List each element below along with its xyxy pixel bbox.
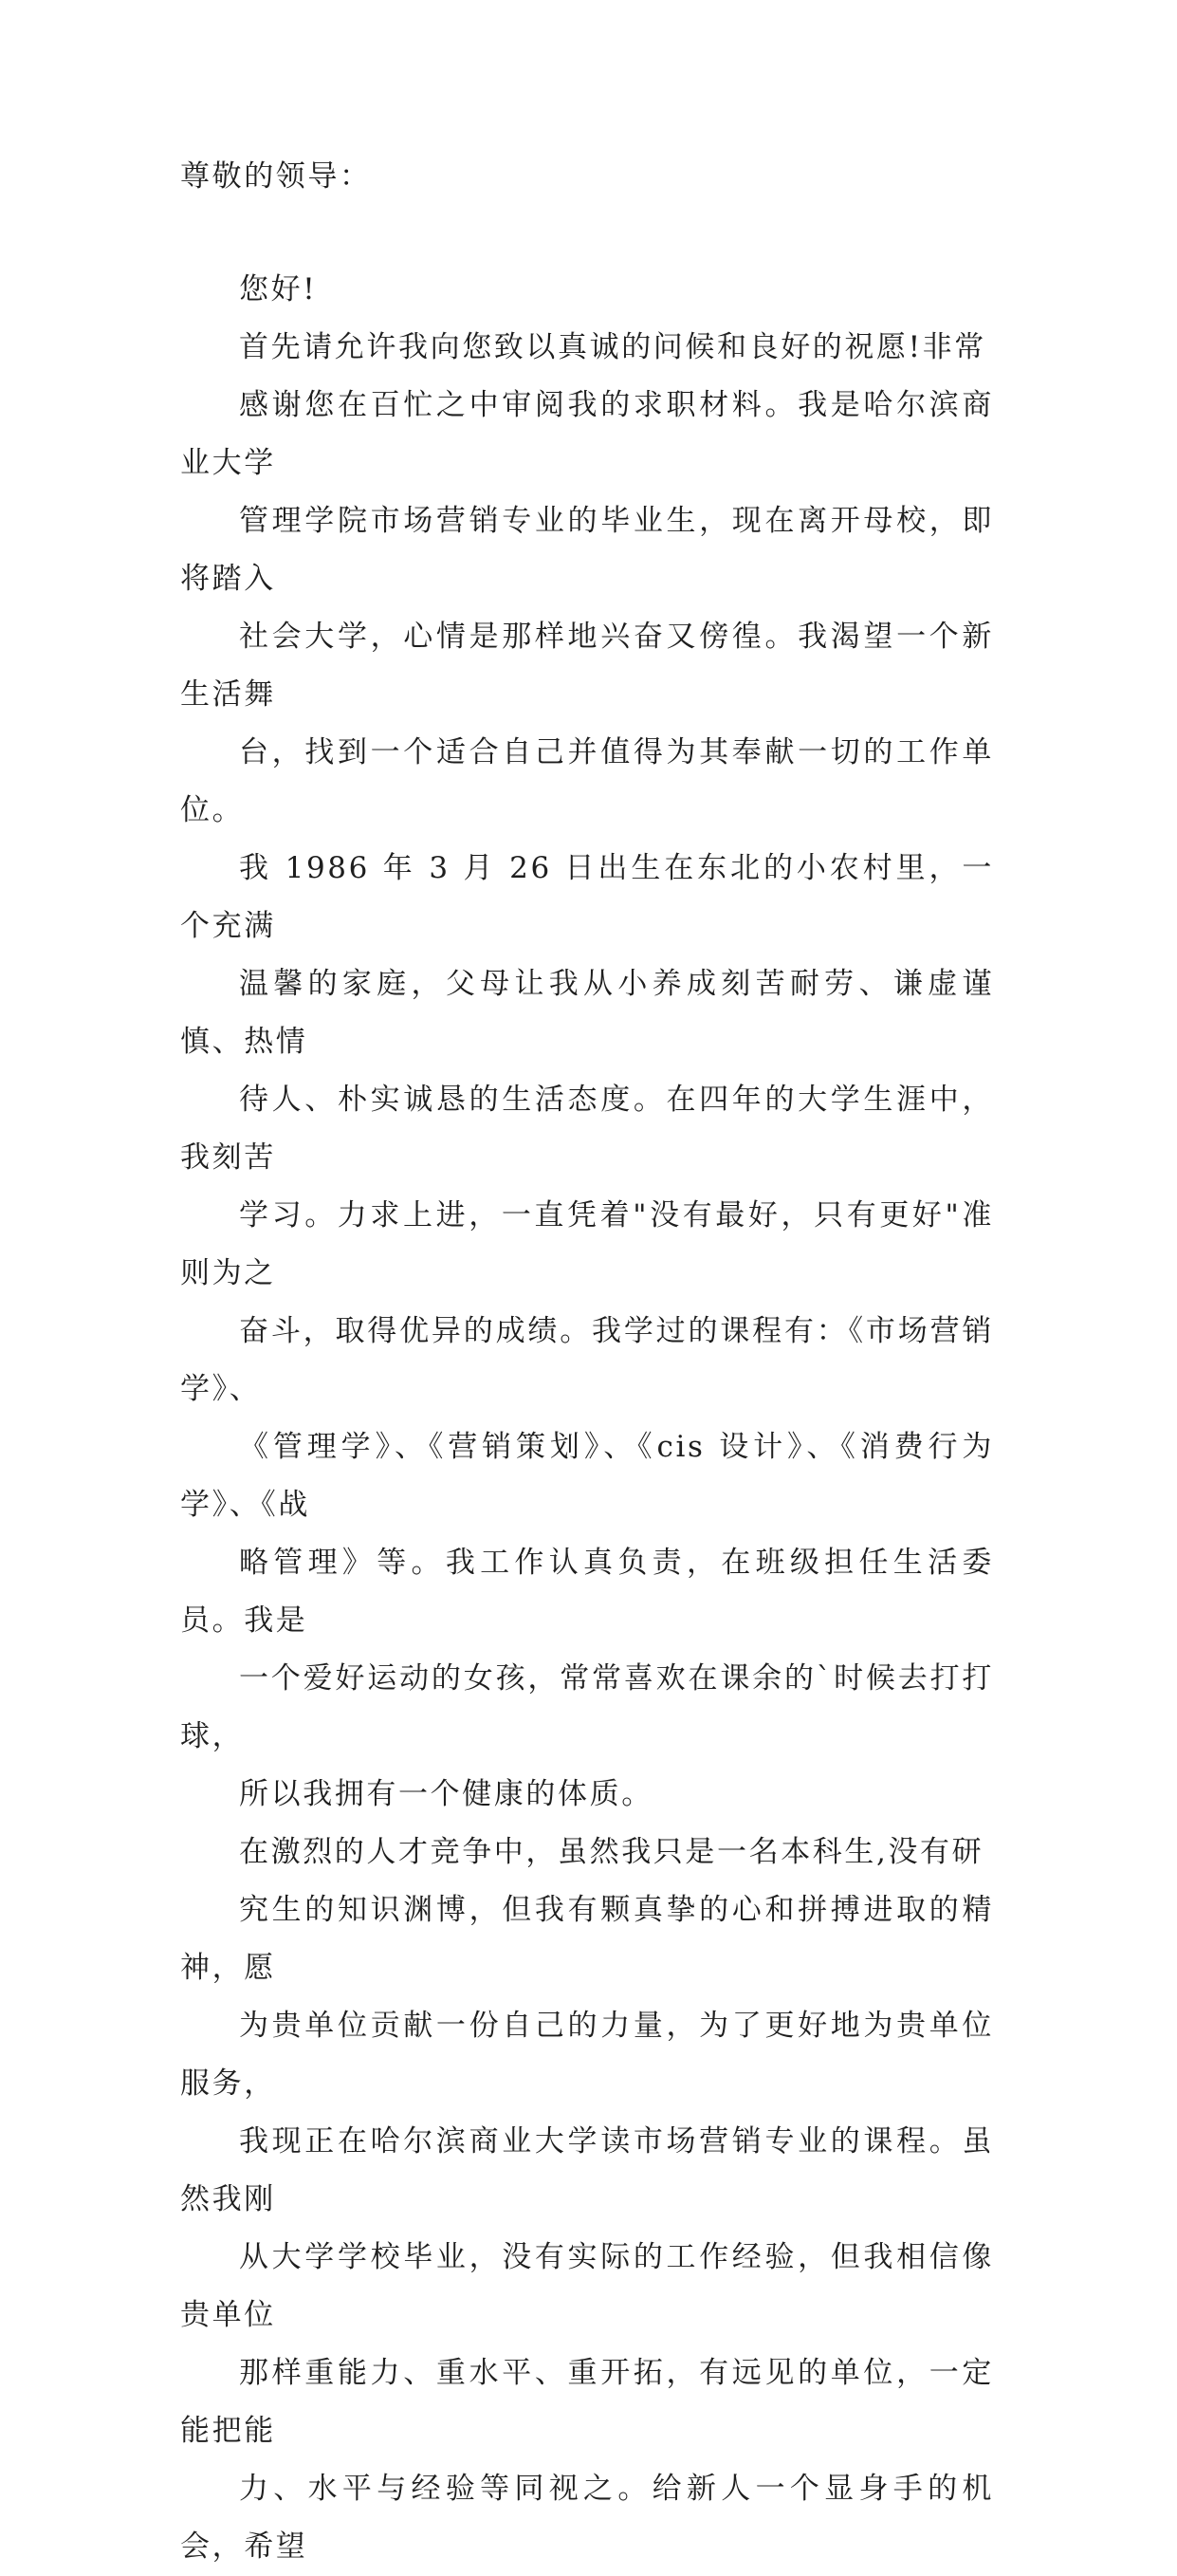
cover-letter [180,148,994,2576]
text-line: 我现正在哈尔滨商业大学读市场营销专业的课程。虽然我刚 [180,2124,994,2216]
paragraph-intro [180,319,994,840]
paragraph-motivation [180,1824,994,2576]
text-line: 学习。力求上进，一直凭着"没有最好，只有更好"准则为之 [180,1198,994,1290]
text-line: 在激烈的人才竞争中，虽然我只是一名本科生,没有研 [239,1835,984,1869]
text-line: 究生的知识渊博，但我有颗真挚的心和拼搏进取的精神，愿 [180,1893,994,1985]
salutation: 尊敬的领导： [180,159,372,194]
text-line: 温馨的家庭，父母让我从小养成刻苦耐劳、谦虚谨慎、热情 [180,967,994,1059]
text-line: 社会大学，心情是那样地兴奋又傍徨。我渴望一个新生活舞 [180,620,994,712]
text-line: 《管理学》、《营销策划》、《cis 设计》、《消费行为学》、《战 [180,1430,994,1522]
paragraph-background [180,840,994,1824]
text-line: 那样重能力、重水平、重开拓，有远见的单位，一定能把能 [180,2356,994,2448]
text-line: 略管理》等。我工作认真负责，在班级担任生活委员。我是 [180,1546,994,1638]
text-line: 奋斗，取得优异的成绩。我学过的课程有：《市场营销学》、 [180,1314,994,1406]
greeting: 您好! [239,272,318,306]
text-line: 所以我拥有一个健康的体质。 [239,1777,653,1811]
text-line: 首先请允许我向您致以真诚的问候和良好的祝愿!非常 [239,330,986,364]
text-line: 待人、朴实诚恳的生活态度。在四年的大学生涯中，我刻苦 [180,1083,994,1175]
text-line: 我 1986 年 3 月 26 日出生在东北的小农村里，一个充满 [180,851,994,943]
text-line: 一个爱好运动的女孩，常常喜欢在课余的`时候去打打球， [180,1661,994,1753]
text-line: 管理学院市场营销专业的毕业生，现在离开母校，即将踏入 [180,504,994,596]
text-line: 从大学学校毕业，没有实际的工作经验，但我相信像贵单位 [180,2240,994,2332]
text-line: 力、水平与经验等同视之。给新人一个显身手的机会，希望 [180,2472,994,2564]
text-line: 台，找到一个适合自己并值得为其奉献一切的工作单位。 [180,735,994,827]
text-line: 为贵单位贡献一份自己的力量，为了更好地为贵单位服务， [180,2009,994,2101]
text-line: 感谢您在百忙之中审阅我的求职材料。我是哈尔滨商业大学 [180,388,994,480]
